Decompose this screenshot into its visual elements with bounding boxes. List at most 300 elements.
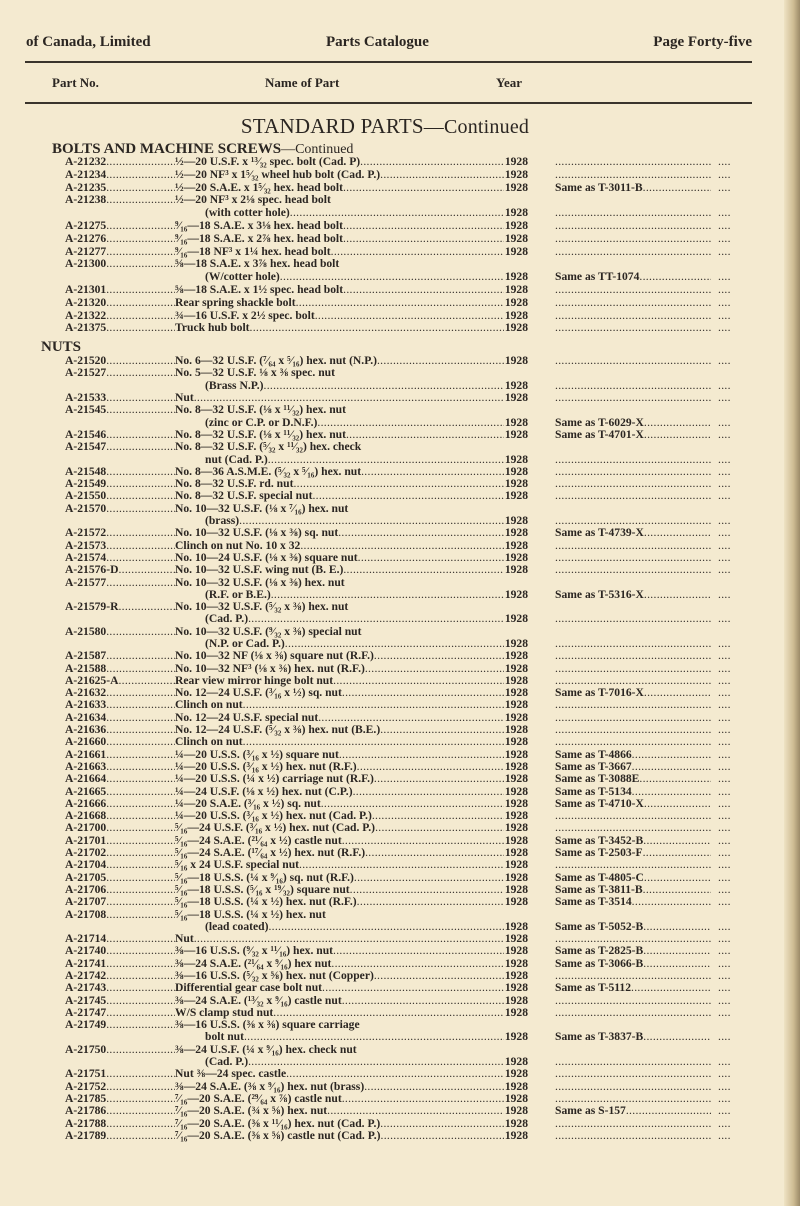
- entry-line: [0, 284, 800, 297]
- dot-leader: [555, 995, 711, 1007]
- cross-reference-cell: [555, 724, 711, 736]
- part-name: No. 12—24 U.S.F. (⁵⁄₃₂ x ⅜) hex. nut (B.E.): [175, 724, 381, 737]
- part-year: 1928: [504, 1117, 528, 1130]
- dot-leader: [643, 835, 711, 847]
- part-number-cell: [65, 810, 175, 822]
- cross-reference-cell: [555, 1056, 711, 1068]
- part-number: A-21588: [65, 662, 107, 675]
- part-name-cell: [175, 995, 528, 1007]
- dot-leader: [268, 921, 503, 933]
- part-number: A-21665: [65, 785, 107, 798]
- right-column-trail: ....: [718, 932, 731, 946]
- entry-line: [0, 798, 800, 810]
- cross-reference-cell: [555, 995, 711, 1007]
- dot-leader: [106, 310, 175, 323]
- part-number: A-21235: [65, 181, 107, 194]
- right-column-trail: ....: [718, 673, 731, 687]
- parts-list: [0, 142, 800, 1142]
- dot-leader: [106, 194, 175, 207]
- part-number-cell: [65, 909, 175, 921]
- part-name: ⁵⁄₁₆—18 U.S.S. (¼ x ⁹⁄₁₆) sq. nut (R.F.): [175, 871, 354, 884]
- dot-leader: [555, 859, 711, 871]
- part-name: No. 10—24 U.S.F. (⅛ x ⅜) square nut: [175, 551, 358, 564]
- dot-leader: [380, 169, 504, 182]
- section-heading-suffix: —Continued: [281, 142, 354, 157]
- part-year: 1928: [504, 1031, 528, 1044]
- part-year: 1928: [504, 637, 528, 650]
- dot-leader: [268, 454, 504, 466]
- right-column-trail: ....: [718, 489, 731, 503]
- part-number: A-21702: [65, 847, 107, 860]
- cross-reference-cell: [555, 687, 711, 699]
- part-name: ½—20 NF³ x 2⅛ spec. head bolt: [175, 194, 331, 207]
- right-column-trail: ....: [718, 833, 731, 847]
- right-column-trail: ....: [718, 1030, 731, 1044]
- column-header-name: Name of Part: [265, 75, 340, 90]
- part-name-cell: [205, 589, 528, 601]
- part-number-cell: [65, 663, 175, 675]
- part-name-cell: [175, 429, 528, 441]
- entry-line: [0, 847, 800, 859]
- column-header-year: Year: [496, 75, 522, 90]
- part-number: A-21277: [65, 245, 107, 258]
- dot-leader: [632, 761, 711, 773]
- part-year: 1928: [504, 271, 528, 284]
- entry-line: [0, 970, 800, 982]
- part-number-cell: [65, 626, 175, 638]
- part-name-cell: [175, 233, 528, 246]
- part-number: A-21550: [65, 490, 107, 503]
- dot-leader: [555, 1130, 711, 1142]
- right-column-trail: ....: [718, 649, 731, 663]
- part-name-cell: [175, 297, 528, 310]
- part-entry: [0, 466, 800, 478]
- part-name: No. 10—32 U.S.F. (⁹⁄₃₂ x ⅜) special nut: [175, 625, 362, 638]
- part-year: 1928: [504, 181, 528, 194]
- dot-leader: [106, 699, 175, 711]
- dot-leader: [300, 540, 504, 552]
- part-name: ¼—20 U.S.S. (¼ x ½) carriage nut (R.F.): [175, 773, 374, 786]
- entry-line: [0, 638, 800, 650]
- entry-line: [0, 527, 800, 539]
- dot-leader: [643, 945, 711, 957]
- entry-line: [0, 355, 800, 367]
- part-number-cell: [65, 1105, 175, 1117]
- part-number-cell: [65, 169, 175, 182]
- dot-leader: [555, 1056, 711, 1068]
- part-number-cell: [65, 355, 175, 367]
- part-number-cell: [65, 798, 175, 810]
- entry-line: [0, 712, 800, 724]
- entry-line: [0, 687, 800, 699]
- entry-line: [0, 271, 800, 284]
- part-name: ⅜—16 U.S.S. (⁵⁄₃₂ x ⅝) hex. nut (Copper): [175, 970, 374, 982]
- part-number: A-21664: [65, 773, 107, 786]
- dot-leader: [106, 859, 175, 871]
- dot-leader: [322, 982, 504, 994]
- column-header-part-no: Part No.: [52, 75, 99, 90]
- part-name: ⁹⁄₁₆—18 S.A.E. x 3⅛ hex. head bolt: [175, 219, 343, 232]
- part-name: No. 10—32 U.S.F. (⁵⁄₃₂ x ⅜) hex. nut: [175, 601, 349, 614]
- part-entry: [0, 896, 800, 908]
- part-number-cell: [65, 478, 175, 490]
- part-number-cell: [65, 233, 175, 246]
- part-name: Rear view mirror hinge bolt nut: [175, 674, 334, 687]
- dot-leader: [106, 847, 175, 859]
- part-name-cell: [175, 872, 528, 884]
- right-column-trail: ....: [718, 661, 731, 675]
- dot-leader: [106, 322, 175, 335]
- part-number: A-21750: [65, 1043, 107, 1056]
- dot-leader: [273, 1007, 504, 1019]
- dot-leader: [293, 478, 503, 490]
- right-column-trail: ....: [718, 1128, 731, 1142]
- dot-leader: [106, 1105, 175, 1117]
- dot-leader: [375, 822, 504, 834]
- part-name: ⁷⁄₁₆—20 S.A.E. (²⁹⁄₆₄ x ⅞) castle nut: [175, 1092, 342, 1105]
- cross-reference-cell: [555, 233, 711, 246]
- dot-leader: [555, 613, 711, 625]
- part-name: (R.F. or B.E.): [205, 588, 271, 601]
- part-name: (lead coated): [205, 920, 269, 933]
- cross-reference: Same as T-3066-B: [555, 957, 644, 970]
- part-entry: [0, 503, 800, 528]
- right-column-trail: ....: [718, 1067, 731, 1081]
- part-year: 1928: [504, 1129, 528, 1142]
- part-number-cell: [65, 872, 175, 884]
- part-number: A-21740: [65, 945, 107, 958]
- entry-line: [0, 577, 800, 589]
- part-year: 1928: [504, 355, 528, 368]
- part-name-cell: [175, 773, 528, 785]
- part-entry: [0, 1105, 800, 1117]
- cross-reference-cell: [555, 1105, 711, 1117]
- cross-reference-cell: [555, 271, 711, 284]
- dot-leader: [106, 392, 175, 404]
- part-year: 1928: [504, 245, 528, 258]
- dot-leader: [106, 822, 175, 834]
- entry-line: [0, 835, 800, 847]
- part-entry: [0, 552, 800, 564]
- dot-leader: [555, 810, 711, 822]
- part-entry: [0, 822, 800, 834]
- part-name-cell: [175, 310, 528, 323]
- cross-reference-cell: [555, 798, 711, 810]
- entry-line: [0, 749, 800, 761]
- right-column-trail: ....: [718, 981, 731, 995]
- part-name-cell: [175, 156, 528, 169]
- part-name-cell: [175, 1130, 528, 1142]
- part-name-cell: [175, 945, 528, 957]
- part-year: 1928: [504, 207, 528, 220]
- part-entry: [0, 982, 800, 994]
- part-number-cell: [65, 687, 175, 699]
- cross-reference-cell: [555, 970, 711, 982]
- cross-reference-cell: [555, 613, 711, 625]
- part-year: 1928: [504, 982, 528, 995]
- part-number-cell: [65, 1093, 175, 1105]
- part-year: 1928: [504, 736, 528, 749]
- part-name-cell: [175, 503, 528, 515]
- dot-leader: [555, 564, 711, 576]
- cross-reference-cell: [555, 1081, 711, 1093]
- cross-reference-cell: [555, 527, 711, 539]
- right-column-trail: ....: [718, 206, 731, 220]
- cross-reference-cell: [555, 169, 711, 182]
- right-column-trail: ....: [718, 882, 731, 896]
- cross-reference: Same as T-4805-C: [555, 871, 644, 884]
- part-name-cell: [175, 835, 528, 847]
- part-name-cell: [205, 1031, 528, 1043]
- dot-leader: [644, 527, 711, 539]
- dot-leader: [555, 650, 711, 662]
- entry-line: [0, 552, 800, 564]
- dot-leader: [317, 417, 503, 429]
- part-name: No. 8—36 A.S.M.E. (⁵⁄₃₂ x ⁵⁄₁₆) hex. nut: [175, 465, 362, 478]
- dot-leader: [555, 933, 711, 945]
- part-number: A-21752: [65, 1080, 107, 1093]
- part-number-cell: [65, 724, 175, 736]
- part-year: 1928: [504, 945, 528, 958]
- dot-leader: [106, 626, 175, 638]
- entry-line: [0, 761, 800, 773]
- dot-leader: [555, 220, 711, 233]
- cross-reference: Same as T-3514: [555, 896, 632, 909]
- part-name: ⁵⁄₁₆—24 S.A.E. (¹⁷⁄₆₄ x ½) hex. nut (R.F.): [175, 847, 366, 860]
- part-name-cell: [175, 712, 528, 724]
- right-column-trail: ....: [718, 155, 731, 168]
- part-entry: [0, 169, 800, 182]
- cross-reference-cell: [555, 859, 711, 871]
- entry-line: [0, 490, 800, 502]
- dot-leader: [106, 650, 175, 662]
- cross-reference: Same as T-3811-B: [555, 883, 643, 896]
- part-number-cell: [65, 404, 175, 416]
- dot-leader: [106, 1044, 175, 1056]
- part-year: 1928: [504, 970, 528, 982]
- cross-reference: Same as T-2825-B: [555, 945, 644, 958]
- part-number-cell: [65, 258, 175, 271]
- part-year: 1928: [504, 748, 528, 761]
- right-column-trail: ....: [718, 270, 731, 284]
- cross-reference-cell: [555, 1007, 711, 1019]
- dot-leader: [327, 1105, 504, 1117]
- dot-leader: [106, 749, 175, 761]
- part-number-cell: [65, 310, 175, 323]
- part-name-cell: [175, 392, 528, 404]
- cross-reference-cell: [555, 1031, 711, 1043]
- part-number-cell: [65, 1130, 175, 1142]
- dot-leader: [106, 540, 175, 552]
- part-name-cell: [175, 577, 528, 589]
- part-entry: [0, 355, 800, 367]
- dot-leader: [106, 297, 175, 310]
- right-column-trail: ....: [718, 1055, 731, 1069]
- part-name-cell: [175, 490, 528, 502]
- dot-leader: [555, 638, 711, 650]
- right-column-trail: ....: [718, 427, 731, 441]
- part-entry: [0, 1093, 800, 1105]
- part-number: A-21577: [65, 576, 107, 589]
- entry-line: [0, 859, 800, 871]
- header-company: of Canada, Limited: [26, 34, 151, 50]
- part-name: ⅜—24 U.S.F. (¼ x ⁹⁄₁₆) hex. check nut: [175, 1043, 357, 1056]
- part-number: A-21742: [65, 970, 107, 982]
- part-name: No. 8—32 U.S.F. (⁵⁄₃₂ x ¹¹⁄₃₂) hex. check: [175, 441, 362, 454]
- part-number-cell: [65, 392, 175, 404]
- dot-leader: [264, 380, 504, 392]
- dot-leader: [644, 429, 711, 441]
- cross-reference-cell: [555, 921, 711, 933]
- dot-leader: [372, 810, 504, 822]
- part-year: 1928: [504, 760, 528, 773]
- part-name-cell: [175, 1093, 528, 1105]
- part-number: A-21322: [65, 309, 107, 322]
- part-name: No. 8—32 U.S.F. (⅛ x ¹¹⁄₃₂) hex. nut: [175, 404, 346, 417]
- part-number: A-21745: [65, 994, 107, 1007]
- right-column-trail: ....: [718, 526, 731, 540]
- part-name: ⅜—24 S.A.E. (²¹⁄₆₄ x ⁹⁄₁₆) hex nut: [175, 957, 332, 970]
- part-entry: [0, 761, 800, 773]
- part-year: 1928: [504, 957, 528, 970]
- right-column-trail: ....: [718, 538, 731, 552]
- dot-leader: [194, 392, 504, 404]
- cross-reference: Same as S-157: [555, 1105, 626, 1118]
- part-name-cell: [205, 638, 528, 650]
- part-name-cell: [175, 798, 528, 810]
- cross-reference-cell: [555, 933, 711, 945]
- dot-leader: [106, 233, 175, 246]
- part-number-cell: [65, 945, 175, 957]
- part-number: A-21666: [65, 797, 107, 810]
- part-entry: [0, 367, 800, 392]
- part-name: bolt nut: [205, 1031, 244, 1044]
- part-name-cell: [175, 896, 528, 908]
- part-number-cell: [65, 601, 175, 613]
- part-name: ½—20 NF³ x 1⁵⁄₃₂ wheel hub bolt (Cad. P.): [175, 168, 381, 181]
- dot-leader: [106, 527, 175, 539]
- part-entry: [0, 663, 800, 675]
- entry-line: [0, 515, 800, 527]
- part-number: A-21548: [65, 465, 107, 478]
- part-name: ⁵⁄₁₆—24 S.A.E. (²¹⁄₆₄ x ½) castle nut: [175, 834, 342, 847]
- dot-leader: [243, 736, 504, 748]
- dot-leader: [342, 1093, 504, 1105]
- right-column-trail: ....: [718, 723, 731, 737]
- entry-line: [0, 982, 800, 994]
- dot-leader: [555, 478, 711, 490]
- dot-leader: [555, 207, 711, 220]
- dot-leader: [106, 909, 175, 921]
- part-name-cell: [175, 601, 528, 613]
- part-number-cell: [65, 761, 175, 773]
- cross-reference-cell: [555, 982, 711, 994]
- part-number: A-21232: [65, 156, 107, 168]
- part-entry: [0, 970, 800, 982]
- part-number: A-21574: [65, 551, 107, 564]
- part-name-cell: [175, 786, 528, 798]
- part-year: 1928: [504, 859, 528, 872]
- cross-reference-cell: [555, 835, 711, 847]
- dot-leader: [339, 749, 504, 761]
- entry-line: [0, 417, 800, 429]
- part-name-cell: [175, 404, 528, 416]
- cross-reference-cell: [555, 884, 711, 896]
- part-number-cell: [65, 194, 175, 207]
- part-name-cell: [175, 540, 528, 552]
- part-number-cell: [65, 970, 175, 982]
- dot-leader: [555, 1007, 711, 1019]
- dot-leader: [643, 921, 711, 933]
- dot-leader: [631, 982, 711, 994]
- entry-line: [0, 380, 800, 392]
- entry-line: [0, 1019, 800, 1031]
- part-number: A-21661: [65, 748, 107, 761]
- entry-line: [0, 478, 800, 490]
- cross-reference: Same as T-6029-X: [555, 416, 644, 429]
- dot-leader: [280, 271, 504, 284]
- part-name: ¼—20 U.S.S. (³⁄₁₆ x ½) square nut: [175, 748, 339, 761]
- dot-leader: [555, 490, 711, 502]
- cross-reference: Same as T-3837-B: [555, 1031, 644, 1044]
- part-year: 1928: [504, 773, 528, 786]
- part-number: A-21749: [65, 1019, 107, 1032]
- entry-line: [0, 429, 800, 441]
- part-entry: [0, 675, 800, 687]
- cross-reference-cell: [555, 540, 711, 552]
- part-number-cell: [65, 1007, 175, 1019]
- part-name: Nut: [175, 933, 194, 946]
- dot-leader: [271, 589, 504, 601]
- right-column-trail: ....: [718, 919, 731, 933]
- right-column-trail: ....: [718, 231, 731, 245]
- dot-leader: [555, 552, 711, 564]
- part-entry: [0, 699, 800, 711]
- part-year: 1928: [504, 810, 528, 823]
- entry-line: [0, 1068, 800, 1080]
- dot-leader: [106, 367, 175, 379]
- dot-leader: [106, 1118, 175, 1130]
- entry-line: [0, 1056, 800, 1068]
- entry-line: [0, 233, 800, 246]
- cross-reference-cell: [555, 699, 711, 711]
- part-entry: [0, 798, 800, 810]
- dot-leader: [106, 810, 175, 822]
- entry-line: [0, 1007, 800, 1019]
- part-name: ⅜—24 S.A.E. (⅜ x ⁹⁄₁₆) hex. nut (brass): [175, 1080, 365, 1093]
- part-number: A-21234: [65, 168, 107, 181]
- dot-leader: [626, 1105, 711, 1117]
- part-year: 1928: [504, 847, 528, 860]
- dot-leader: [353, 786, 504, 798]
- dot-leader: [342, 995, 504, 1007]
- dot-leader: [343, 233, 504, 246]
- part-year: 1928: [504, 478, 528, 491]
- right-column-trail: ....: [718, 969, 731, 982]
- part-entry: [0, 1068, 800, 1080]
- part-name-cell: [175, 220, 528, 233]
- part-name: ⁵⁄₁₆ x 24 U.S.F. special nut: [175, 859, 300, 872]
- dot-leader: [555, 169, 711, 182]
- part-name: ⁵⁄₁₆—18 U.S.S. (⁵⁄₁₆ x ¹⁹⁄₃₂) square nut: [175, 883, 350, 896]
- part-number-cell: [65, 995, 175, 1007]
- dot-leader: [244, 1031, 504, 1043]
- dot-leader: [296, 297, 504, 310]
- part-number-cell: [65, 1044, 175, 1056]
- dot-leader: [321, 798, 504, 810]
- section-heading: [0, 339, 800, 355]
- right-column-trail: ....: [718, 846, 731, 860]
